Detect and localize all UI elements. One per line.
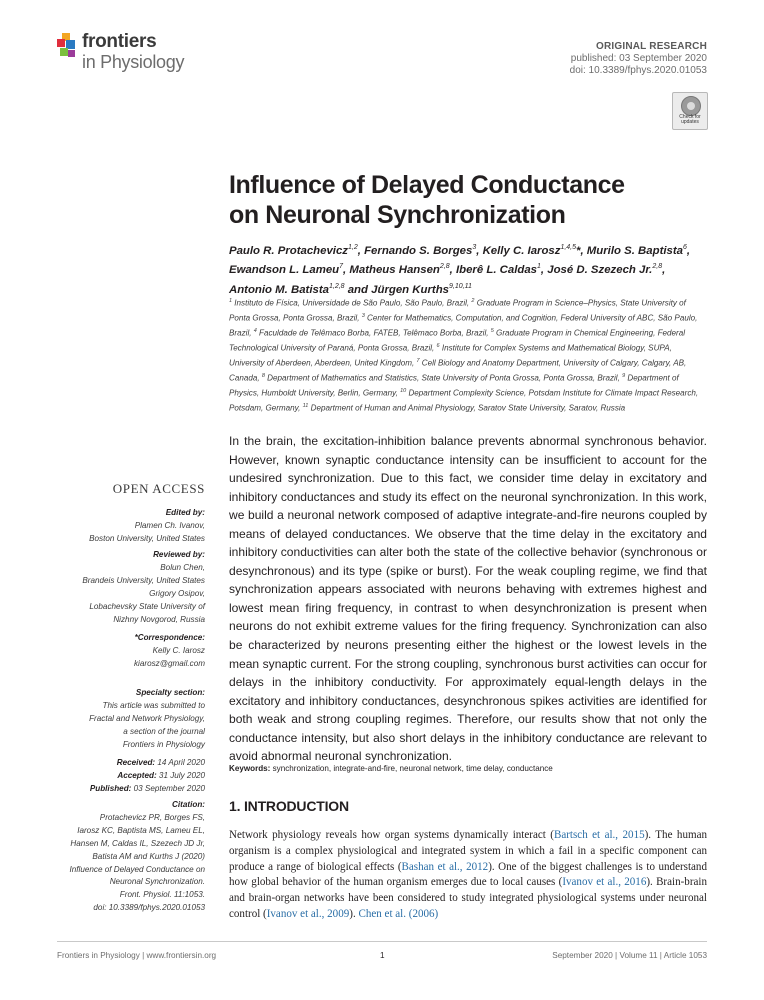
author-name[interactable]: Matheus Hansen (349, 264, 440, 277)
accepted-date: Accepted: 31 July 2020 (117, 770, 205, 780)
affiliation-text: Cell Biology and Anatomy Department, University of Calgary, Calgary, AB, Canada, (229, 358, 687, 383)
affiliation-number: 8 (261, 373, 265, 380)
author-name[interactable]: Jürgen Kurths (371, 283, 449, 296)
article-type: ORIGINAL RESEARCH (595, 41, 707, 52)
affiliation-list (229, 295, 709, 415)
affiliation-text: Faculdade de Telêmaco Borba, FATEB, Telêmaco Borba, Brazil, (256, 328, 491, 338)
author-affiliation-marker: 1 (537, 263, 541, 271)
author-affiliation-marker: 3 (472, 244, 477, 251)
citation-line: Batista AM and Kurths J (2020) (92, 851, 205, 861)
citation-link[interactable]: Bashan et al., 2012 (401, 860, 489, 873)
specialty-line: Frontiers in Physiology (122, 739, 205, 749)
citation-link[interactable]: Ivanov et al., 2009 (266, 907, 350, 920)
affiliation-number: 5 (490, 328, 494, 335)
title-line-2: on Neuronal Synchronization (229, 201, 566, 229)
affiliation-text: Graduate Program in Science–Physics, State University of Ponta Grossa, Ponta Grossa, Brazil, (229, 298, 686, 323)
reviewed-by-line: Grigory Osipov, (149, 588, 205, 598)
keywords-label: Keywords: (229, 764, 271, 773)
check-for-updates-button[interactable] (672, 92, 708, 130)
correspondence-label: *Correspondence: (134, 633, 205, 642)
open-access-label: OPEN ACCESS (112, 481, 205, 496)
affiliation-number: 9 (622, 373, 626, 380)
journal-logo[interactable] (57, 31, 197, 81)
journal-name-line1: frontiers (82, 31, 157, 52)
edited-by-line: Plamen Ch. Ivanov, (134, 520, 205, 530)
check-updates-icon (681, 96, 701, 116)
author-affiliation-marker: 1,2 (348, 244, 358, 251)
affiliation-number: 3 (361, 313, 365, 320)
article-header-info (570, 41, 707, 77)
author-name[interactable]: Ewandson L. Lameu (229, 264, 340, 277)
author-name[interactable]: Paulo R. Protachevicz (229, 244, 349, 257)
affiliation-text: Department of Mathematics and Statistics, State University of Ponta Grossa, Ponta Grossa, Brazil, (264, 373, 623, 383)
citation-line: Hansen M, Caldas IL, Szezech JD Jr, (70, 838, 205, 848)
author-list: Paulo R. Protachevicz$^{1,2}$, Fernando S. Borges$^3$, Kelly C. Iarosz$^{1,4,5}$*, Murilo S. Baptista$^6$, Ewandson L. Lameu$^7$, Matheus Hansen$^{2,8}$, Iberê L. Caldas$^1$, José D. Szezech Jr.$^{2,8}$, Antonio M. Batista$^{1,2,8}$ and Jürgen Kurths$^{9,10,11}$ (229, 244, 691, 296)
correspondence-name: Kelly C. Iarosz (152, 645, 205, 655)
specialty-line: Fractal and Network Physiology, (89, 713, 205, 723)
reviewed-by-line: Lobachevsky State University of (89, 601, 205, 611)
title-line-1: Influence of Delayed Conductance (229, 171, 625, 199)
citation-line: Influence of Delayed Conductance on (69, 864, 205, 874)
specialty-line: This article was submitted to (102, 700, 205, 710)
correspondence-email[interactable]: kiarosz@gmail.com (133, 658, 205, 668)
edited-by-label: Edited by: (165, 508, 205, 517)
affiliation-text: Graduate Program in Chemical Engineering, Federal Technological University of Paraná, Ponta Grossa, Brazil, (229, 328, 686, 353)
article-title (229, 170, 699, 230)
author-affiliation-marker: 1,4,5 (560, 244, 577, 251)
reviewed-by-line: Bolun Chen, (160, 562, 205, 572)
citation-line[interactable]: doi: 10.3389/fphys.2020.01053 (93, 903, 205, 913)
sidebar-dates (57, 757, 205, 796)
author-affiliation-marker: 2,8 (439, 263, 450, 271)
page-number: 1 (380, 951, 385, 960)
author-affiliation-marker: 1,2,8 (328, 282, 345, 290)
author-affiliation-marker: 7 (339, 263, 344, 271)
sidebar-specialty-section (57, 687, 205, 752)
author-name[interactable]: Kelly C. Iarosz (482, 244, 561, 257)
author-name[interactable]: Iberê L. Caldas (455, 264, 537, 277)
citation-line: Protachevicz PR, Borges FS, (99, 812, 205, 822)
affiliation-number: 1 (229, 298, 233, 304)
affiliation-number: 11 (302, 403, 309, 410)
affiliation-text: Department Complexity Science, Potsdam Institute for Climate Impact Research, Potsdam, Germany, (229, 388, 699, 413)
author-name[interactable]: José D. Szezech Jr. (547, 264, 653, 277)
footer-journal-link[interactable]: Frontiers in Physiology | www.frontiersin.org (57, 951, 217, 960)
frontiers-logo-icon (57, 33, 79, 61)
footer-issue-info: September 2020 | Volume 11 | Article 1053 (552, 951, 707, 960)
affiliation-number: 7 (416, 358, 420, 365)
sidebar-correspondence (57, 632, 205, 671)
sidebar-edited-by (57, 507, 205, 546)
reviewed-by-label: Reviewed by: (153, 550, 205, 559)
citation-line: Front. Physiol. 11:1053. (119, 890, 205, 900)
abstract: In the brain, the excitation-inhibition balance prevents abnormal synchronous behavior. However, known synaptic conductance intensity can be insufficient to account for the undesired synchronization. Due to this fact, we consider time delay in excitatory and inhibitory conductances and study its effect on the neuronal synchronization. In this work, we build a neuronal network composed of adaptive integrate-and-fire neurons coupled by means of delayed conductances. We observe that the time delay in the excitatory and inhibitory conductivities can alter both the state of the collective behavior (synchronous or desynchronous) and its type (spike or burst). For the weak coupling regime, we find that synchronization appears associated with neurons behaving with extremes highest and lowest mean firing frequency, in contrast to when desynchronization is present when neurons do not exhibit extreme values for the firing frequency. Synchronization can also be characterized by neurons presenting either the highest or the lowest levels in the mean synaptic current. For the strong coupling, synchronous burst activities can occur for delays in the inhibitory conductivity. For approximately equal-length delays in the excitatory and inhibitory conductances, desynchronous spikes activities are identified for both weak and strong coupling regimes. Therefore, our results show that not only the conductance intensity, but also short delays in the inhibitory conductance are relevant to avoid abnormal neuronal synchronization. (229, 434, 707, 764)
sidebar-citation (57, 799, 205, 915)
affiliation-number: 6 (436, 343, 440, 350)
affiliation-text: Instituto de Física, Universidade de São Paulo, São Paulo, Brazil, (232, 298, 472, 308)
affiliation-number: 2 (471, 298, 475, 304)
specialty-label: Specialty section: (135, 688, 205, 697)
author-name[interactable]: Fernando S. Borges (364, 244, 473, 257)
received-date: Received: 14 April 2020 (116, 758, 205, 767)
section-heading: 1. INTRODUCTION (229, 798, 349, 814)
specialty-line: a section of the journal (123, 726, 205, 736)
affiliation-number: 10 (400, 388, 407, 395)
affiliation-text: Department of Human and Animal Physiology, Saratov State University, Saratov, Russia (308, 403, 626, 413)
affiliation-text: Center for Mathematics, Computation, and Cognition, Federal University of ABC, São Paulo, Brazil, (229, 313, 698, 338)
citation-link[interactable]: Ivanov et al., 2016 (562, 876, 647, 889)
affiliation-text: Department of Physics, Humboldt University, Berlin, Germany, (229, 373, 679, 398)
footer-divider (57, 941, 707, 942)
affiliation-text: Institute for Complex Systems and Mathematical Biology, SUPA, University of Aberdeen, Aberdeen, United Kingdom, (229, 343, 672, 368)
edited-by-line: Boston University, United States (89, 533, 205, 543)
citation-label: Citation: (172, 800, 205, 809)
reviewed-by-line: Nizhny Novgorod, Russia (113, 614, 205, 624)
journal-name-line2: in Physiology (82, 52, 185, 72)
affiliation-number: 4 (253, 328, 257, 335)
citation-link[interactable]: Chen et al. (2006) (358, 907, 439, 920)
author-affiliation-marker: 2,8 (652, 263, 663, 271)
article-doi[interactable]: doi: 10.3389/fphys.2020.01053 (569, 65, 707, 76)
author-name[interactable]: Murilo S. Baptista (586, 244, 683, 257)
author-name[interactable]: Antonio M. Batista (229, 283, 329, 296)
author-affiliation-marker: 9,10,11 (449, 282, 472, 290)
citation-line: Neuronal Synchronization. (109, 877, 205, 887)
keywords (229, 763, 707, 775)
published-date: published: 03 September 2020 (570, 53, 707, 64)
introduction-paragraph: Network physiology reveals how organ systems dynamically interact (Bartsch et al., 2015). The human organism is a complex physiological and integrated system in which a fail in a specific component can produce a range of biological effects (Bashan et al., 2012). One of the biggest challenges is to understand how global behavior of the human organism emerges due to local causes (Ivanov et al., 2016). Brain-brain and brain-organ networks have been considered to study integrated physiological systems under neuronal control (Ivanov et al., 2009). Chen et al. (2006) (229, 829, 707, 920)
check-updates-label: Check for updates (679, 114, 701, 125)
citation-link[interactable]: Bartsch et al., 2015 (553, 829, 645, 841)
citation-line: Iarosz KC, Baptista MS, Lameu EL, (77, 825, 205, 835)
keywords-text: synchronization, integrate-and-fire, neuronal network, time delay, conductance (270, 764, 553, 773)
reviewed-by-line: Brandeis University, United States (82, 575, 205, 585)
published-date-sidebar: Published: 03 September 2020 (89, 783, 205, 793)
author-affiliation-marker: 6 (683, 244, 687, 251)
sidebar-reviewed-by (57, 549, 205, 626)
